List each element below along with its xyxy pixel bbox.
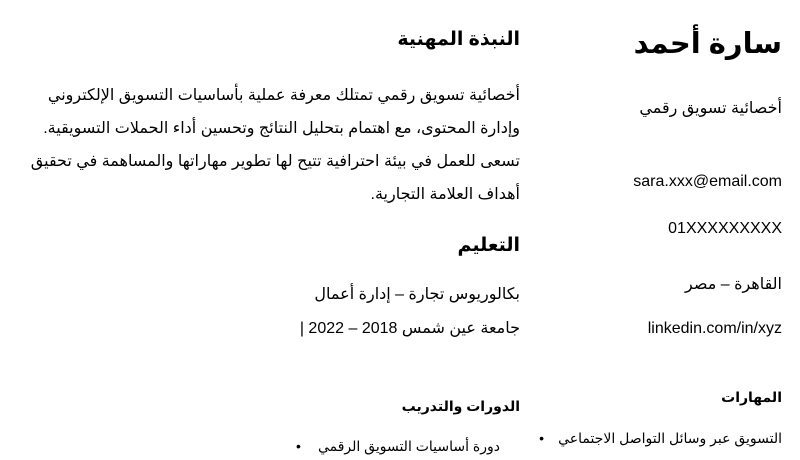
contact-linkedin: linkedin.com/in/xyz — [647, 320, 782, 337]
course-item-label: دورة أساسيات التسويق الرقمي — [317, 438, 500, 454]
skills-list — [539, 430, 782, 447]
candidate-name: سارة أحمد — [633, 28, 782, 60]
education-years: 2018 – 2022 — [308, 320, 398, 337]
course-item — [295, 438, 500, 455]
education-heading: التعليم — [457, 235, 520, 256]
courses-heading: الدورات والتدريب — [401, 398, 520, 414]
skills-heading: المهارات — [721, 389, 782, 405]
contact-email: sara.xxx@email.com — [633, 173, 782, 190]
skill-item — [539, 430, 782, 447]
bullet-icon: • — [539, 430, 545, 446]
education-degree: بكالوريوس تجارة – إدارة أعمال — [314, 286, 520, 303]
profile-heading: النبذة المهنية — [397, 29, 520, 50]
education-university-line — [300, 318, 520, 338]
contact-city: القاهرة – مصر — [685, 276, 782, 293]
courses-list — [295, 438, 500, 455]
profile-text: أخصائية تسويق رقمي تمتلك معرفة عملية بأساسيات التسويق الإلكتروني وإدارة المحتوى، مع اهتمام بتحليل النتائج وتحسين أداء الحملات التسويقية. تسعى للعمل في بيئة احترافية تتيح لها تطوير مهاراتها والمساهمة في تحقيق أهداف العلامة التجارية. — [30, 87, 520, 203]
bullet-icon: • — [295, 438, 301, 454]
skill-item-label: التسويق عبر وسائل التواصل الاجتماعي — [558, 430, 782, 446]
contact-phone: 01XXXXXXXXX — [668, 220, 782, 237]
education-university: جامعة عين شمس — [401, 320, 520, 337]
job-title: أخصائية تسويق رقمي — [639, 100, 782, 117]
education-separator: | — [299, 320, 304, 337]
